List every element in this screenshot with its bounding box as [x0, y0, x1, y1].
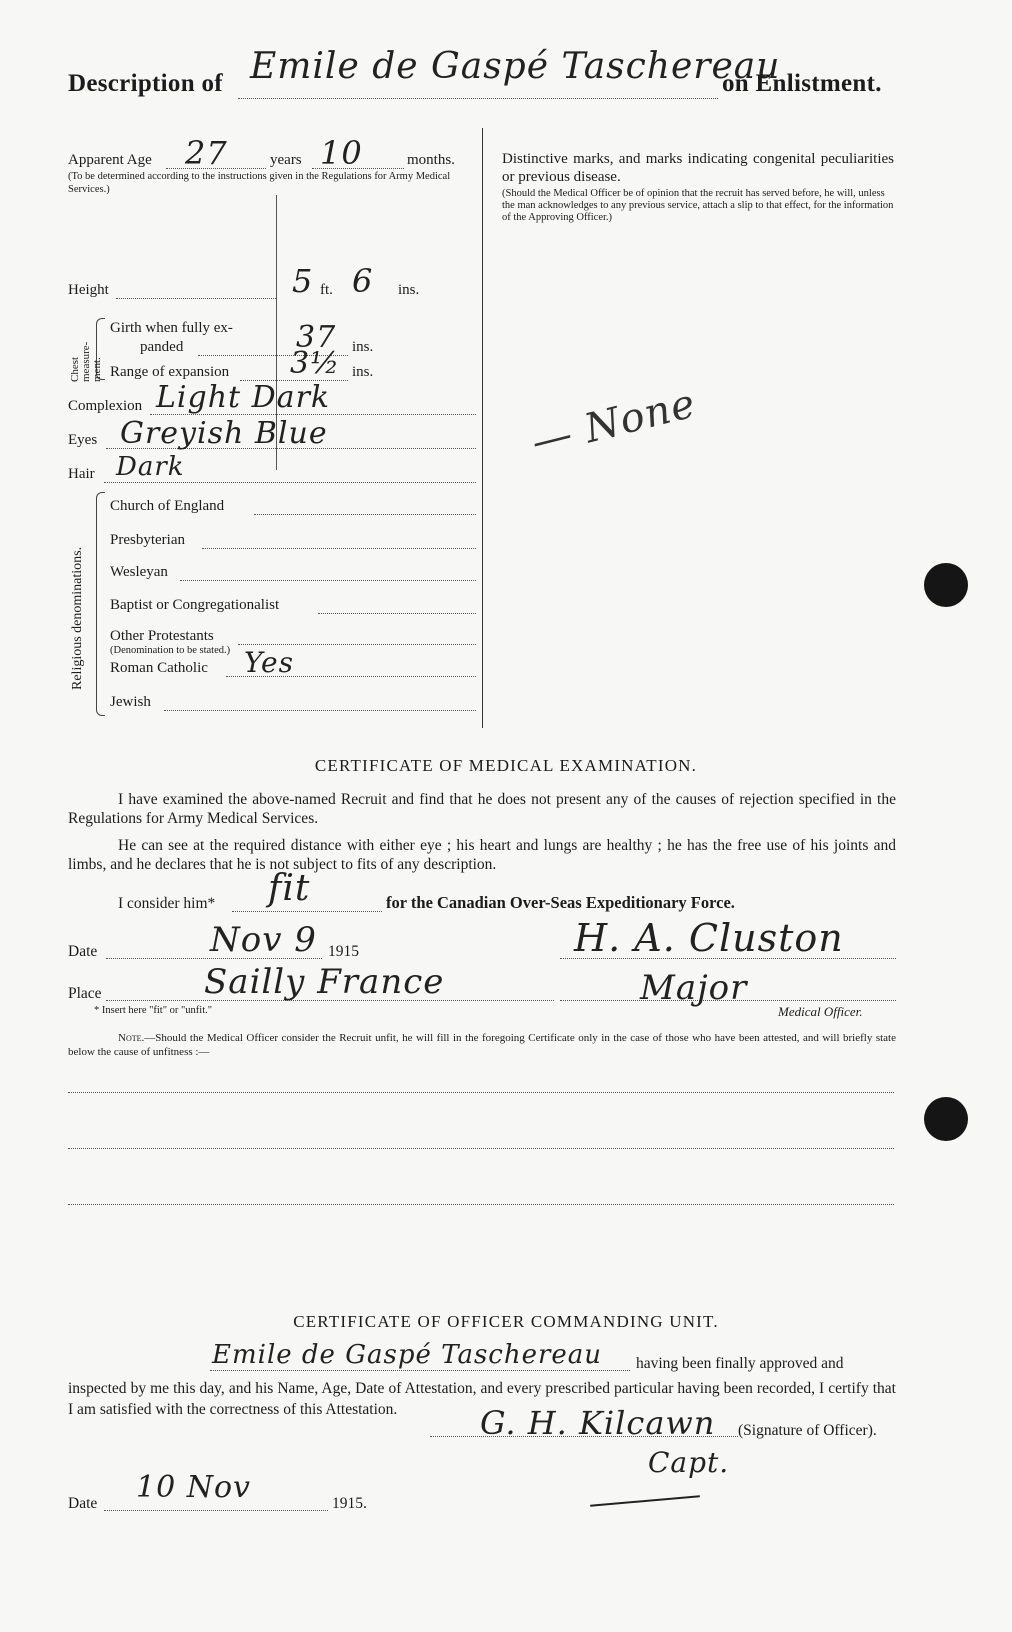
for-cef-label: for the Canadian Over-Seas Expeditionary Force.: [386, 893, 735, 912]
medical-note-text: —Should the Medical Officer consider the Recruit unfit, he will fill in the foregoing Certificate only in the case of those who have been attested, and will briefly state below the cause of unfitness :—: [68, 1032, 896, 1058]
officer-recruit-name: Emile de Gaspé Taschereau: [212, 1340, 603, 1370]
header-name-line: [238, 98, 718, 99]
religion-line-1: [254, 514, 476, 515]
religion-item-presbyterian: Presbyterian: [110, 532, 185, 548]
officer-date-line: [104, 1510, 328, 1511]
height-ft-value: 5: [292, 262, 314, 300]
religion-item-baptist: Baptist or Congregationalist: [110, 597, 280, 613]
girth-label-2: panded: [140, 339, 184, 355]
religion-line-3: [180, 580, 476, 581]
denomination-note: (Denomination to be stated.): [110, 645, 231, 656]
officer-date-label: Date: [68, 1495, 98, 1512]
officer-para: inspected by me this day, and his Name, Age, Date of Attestation, and every prescribed particular having been recorded, I certify that I am satisfied with the correctness of this Attestation.: [68, 1380, 896, 1418]
recruit-name: Emile de Gaspé Taschereau: [250, 46, 781, 87]
range-ins-label: ins.: [352, 364, 374, 380]
insert-note: * Insert here "fit" or "unfit.": [94, 1005, 213, 1016]
header-on-enlistment: on Enlistment.: [722, 70, 882, 97]
officer-rank: Capt.: [648, 1446, 730, 1479]
unfitness-line-3: [68, 1204, 894, 1205]
religion-brace: [96, 492, 105, 716]
having-approved-label: having been finally approved and: [636, 1355, 844, 1372]
religion-line-2: [202, 548, 476, 549]
fit-line: [232, 911, 382, 912]
medical-note: [68, 1031, 896, 1059]
girth-value: 37: [296, 320, 337, 355]
medical-officer-signature: H. A. Cluston: [574, 916, 844, 960]
medical-date-value: Nov 9: [210, 920, 317, 960]
ft-label: ft.: [320, 282, 333, 298]
hair-label: Hair: [68, 466, 95, 482]
girth-ins-label: ins.: [352, 339, 374, 355]
complexion-label: Complexion: [68, 398, 143, 414]
apparent-age-label: Apparent Age: [68, 152, 152, 168]
unfitness-line-2: [68, 1148, 894, 1149]
medical-note-label: Note.: [118, 1032, 145, 1044]
consider-him-label: I consider him*: [118, 895, 216, 912]
eyes-value: Greyish Blue: [120, 416, 328, 451]
religion-line-7: [164, 710, 476, 711]
range-value: 3½: [290, 346, 341, 381]
height-line: [116, 298, 276, 299]
roman-catholic-value: Yes: [244, 646, 294, 679]
officer-name-line: [210, 1370, 630, 1371]
punch-hole-lower: [924, 1097, 968, 1141]
distinctive-marks-label: Distinctive marks, and marks indicating congenital peculiarities or previous disease.: [502, 151, 894, 185]
age-note: (To be determined according to the instructions given in the Regulations for Army Medical Services.): [68, 171, 451, 195]
medical-officer-label: Medical Officer.: [778, 1004, 863, 1019]
hair-value: Dark: [116, 452, 185, 482]
religion-line-4: [318, 613, 476, 614]
hair-line: [104, 482, 476, 483]
religion-item-other-protestants: Other Protestants: [110, 628, 214, 644]
religion-line-5: [238, 644, 476, 645]
months-label: months.: [407, 152, 455, 168]
officer-signature: G. H. Kilcawn: [480, 1404, 716, 1442]
religion-item-roman-catholic: Roman Catholic: [110, 660, 208, 676]
officer-date-value: 10 Nov: [136, 1470, 251, 1505]
religion-item-wesleyan: Wesleyan: [110, 564, 168, 580]
punch-hole-upper: [924, 563, 968, 607]
eyes-label: Eyes: [68, 432, 98, 448]
medical-para-1: I have examined the above-named Recruit and find that he does not present any of the causes of rejection specified in the Regulations for Army Medical Services.: [68, 791, 896, 827]
chest-measurement-label: Chest measure-ment.: [69, 341, 103, 382]
medical-place-value: Sailly France: [204, 962, 445, 1002]
header-description-of: Description of: [68, 70, 223, 97]
officer-certificate-title: CERTIFICATE OF OFFICER COMMANDING UNIT.: [293, 1312, 719, 1331]
signature-of-officer-label: (Signature of Officer).: [738, 1422, 877, 1439]
age-years-value: 27: [185, 134, 228, 172]
medical-officer-rank: Major: [640, 968, 748, 1008]
officer-date-year: 1915.: [332, 1495, 367, 1512]
medical-certificate-title: CERTIFICATE OF MEDICAL EXAMINATION.: [314, 756, 698, 775]
unfitness-line-1: [68, 1092, 894, 1093]
religion-item-jewish: Jewish: [110, 694, 151, 710]
range-label: Range of expansion: [110, 364, 230, 380]
medical-para-2: He can see at the required distance with either eye ; his heart and lungs are healthy ; he has the free use of his joints and limbs, and he declares that he is not subject to fits of any description.: [68, 837, 896, 873]
age-months-value: 10: [320, 134, 363, 172]
girth-label-1: Girth when fully ex-: [110, 320, 233, 336]
column-divider: [482, 128, 483, 728]
ins-label: ins.: [398, 282, 420, 298]
distinctive-marks-note: (Should the Medical Officer be of opinion that the recruit has served before, he will, unless the man acknowledges to any previous service, attach a slip to that effect, for the information of the Approving Officer.): [502, 188, 894, 223]
religion-item-church-of-england: Church of England: [110, 498, 225, 514]
religious-denominations-label: Religious denominations.: [70, 546, 85, 690]
fit-value: fit: [268, 868, 311, 909]
complexion-value: Light Dark: [156, 380, 331, 415]
height-label: Height: [68, 282, 109, 298]
medical-place-label: Place: [68, 985, 102, 1002]
medical-date-year: 1915: [328, 943, 359, 960]
signature-underline: [590, 1495, 700, 1507]
years-label: years: [270, 152, 302, 168]
height-in-value: 6: [352, 262, 374, 300]
medical-date-label: Date: [68, 943, 98, 960]
distinctive-marks-value: — None: [526, 380, 701, 466]
